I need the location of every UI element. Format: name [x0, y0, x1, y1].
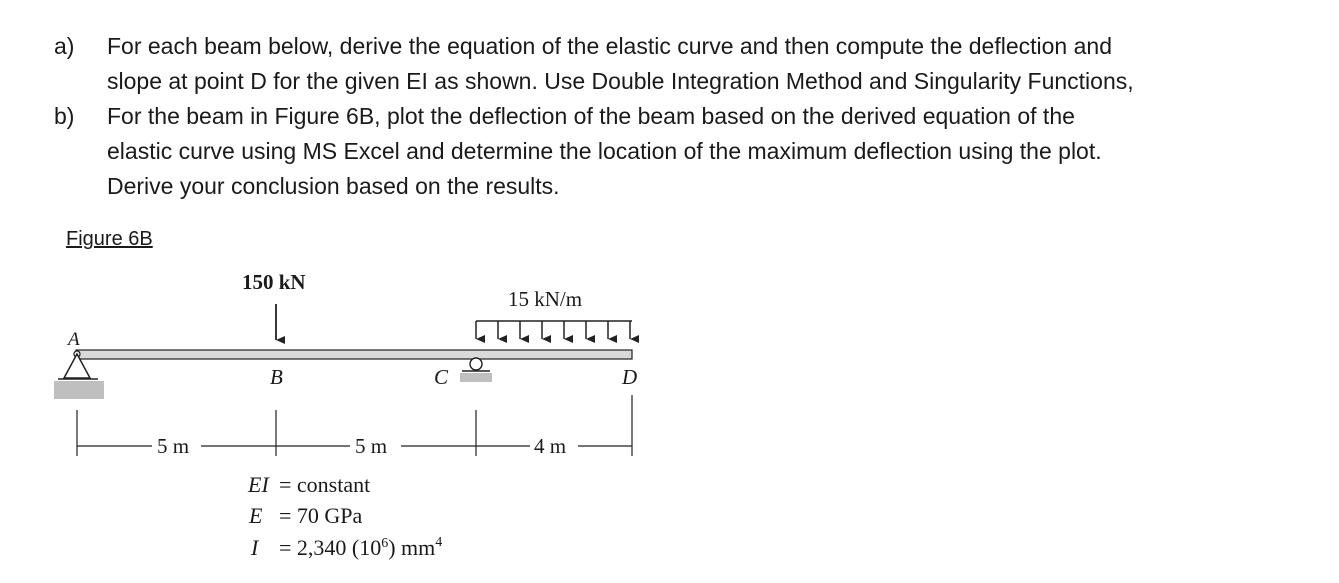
- dimension-cd-label: 4 m: [534, 434, 567, 458]
- e-value: = 70 GPa: [279, 503, 363, 528]
- question-b-line-3: Derive your conclusion based on the results.: [107, 173, 560, 199]
- ei-value: = constant: [279, 472, 371, 497]
- figure-title: Figure 6B: [66, 228, 153, 250]
- question-a-line-2: slope at point D for the given EI as shown. Use Double Integration Method and Singularity Functions,: [107, 68, 1134, 94]
- dimension-bc-label: 5 m: [355, 434, 388, 458]
- i-value: [279, 535, 442, 560]
- i-value-prefix: = 2,340 (10: [279, 535, 382, 560]
- question-b-line-2: elastic curve using MS Excel and determine the location of the maximum deflection using the plot.: [107, 138, 1102, 164]
- question-b-line-1: For the beam in Figure 6B, plot the deflection of the beam based on the derived equation of the: [107, 103, 1075, 129]
- distributed-load: [476, 321, 632, 339]
- e-symbol: E: [249, 503, 263, 528]
- i-value-suffix: ) mm: [388, 535, 436, 560]
- i-symbol: I: [251, 535, 259, 560]
- point-d-label: D: [622, 365, 638, 389]
- roller-support-c: [460, 358, 492, 382]
- beam: [76, 350, 632, 359]
- distributed-load-label: 15 kN/m: [508, 287, 583, 311]
- point-load-label: 150 kN: [242, 270, 306, 294]
- i-unit-exponent: 4: [435, 535, 443, 550]
- question-b-label: b): [54, 103, 75, 129]
- ei-symbol: EI: [248, 472, 269, 497]
- point-b-label: B: [270, 365, 283, 389]
- point-c-label: C: [434, 365, 449, 389]
- point-a-label: A: [68, 329, 80, 350]
- question-a-line-1: For each beam below, derive the equation of the elastic curve and then compute the deflection and: [107, 33, 1112, 59]
- i-exponent: 6: [381, 536, 389, 551]
- question-a-label: a): [54, 33, 75, 59]
- dimension-ab-label: 5 m: [157, 434, 190, 458]
